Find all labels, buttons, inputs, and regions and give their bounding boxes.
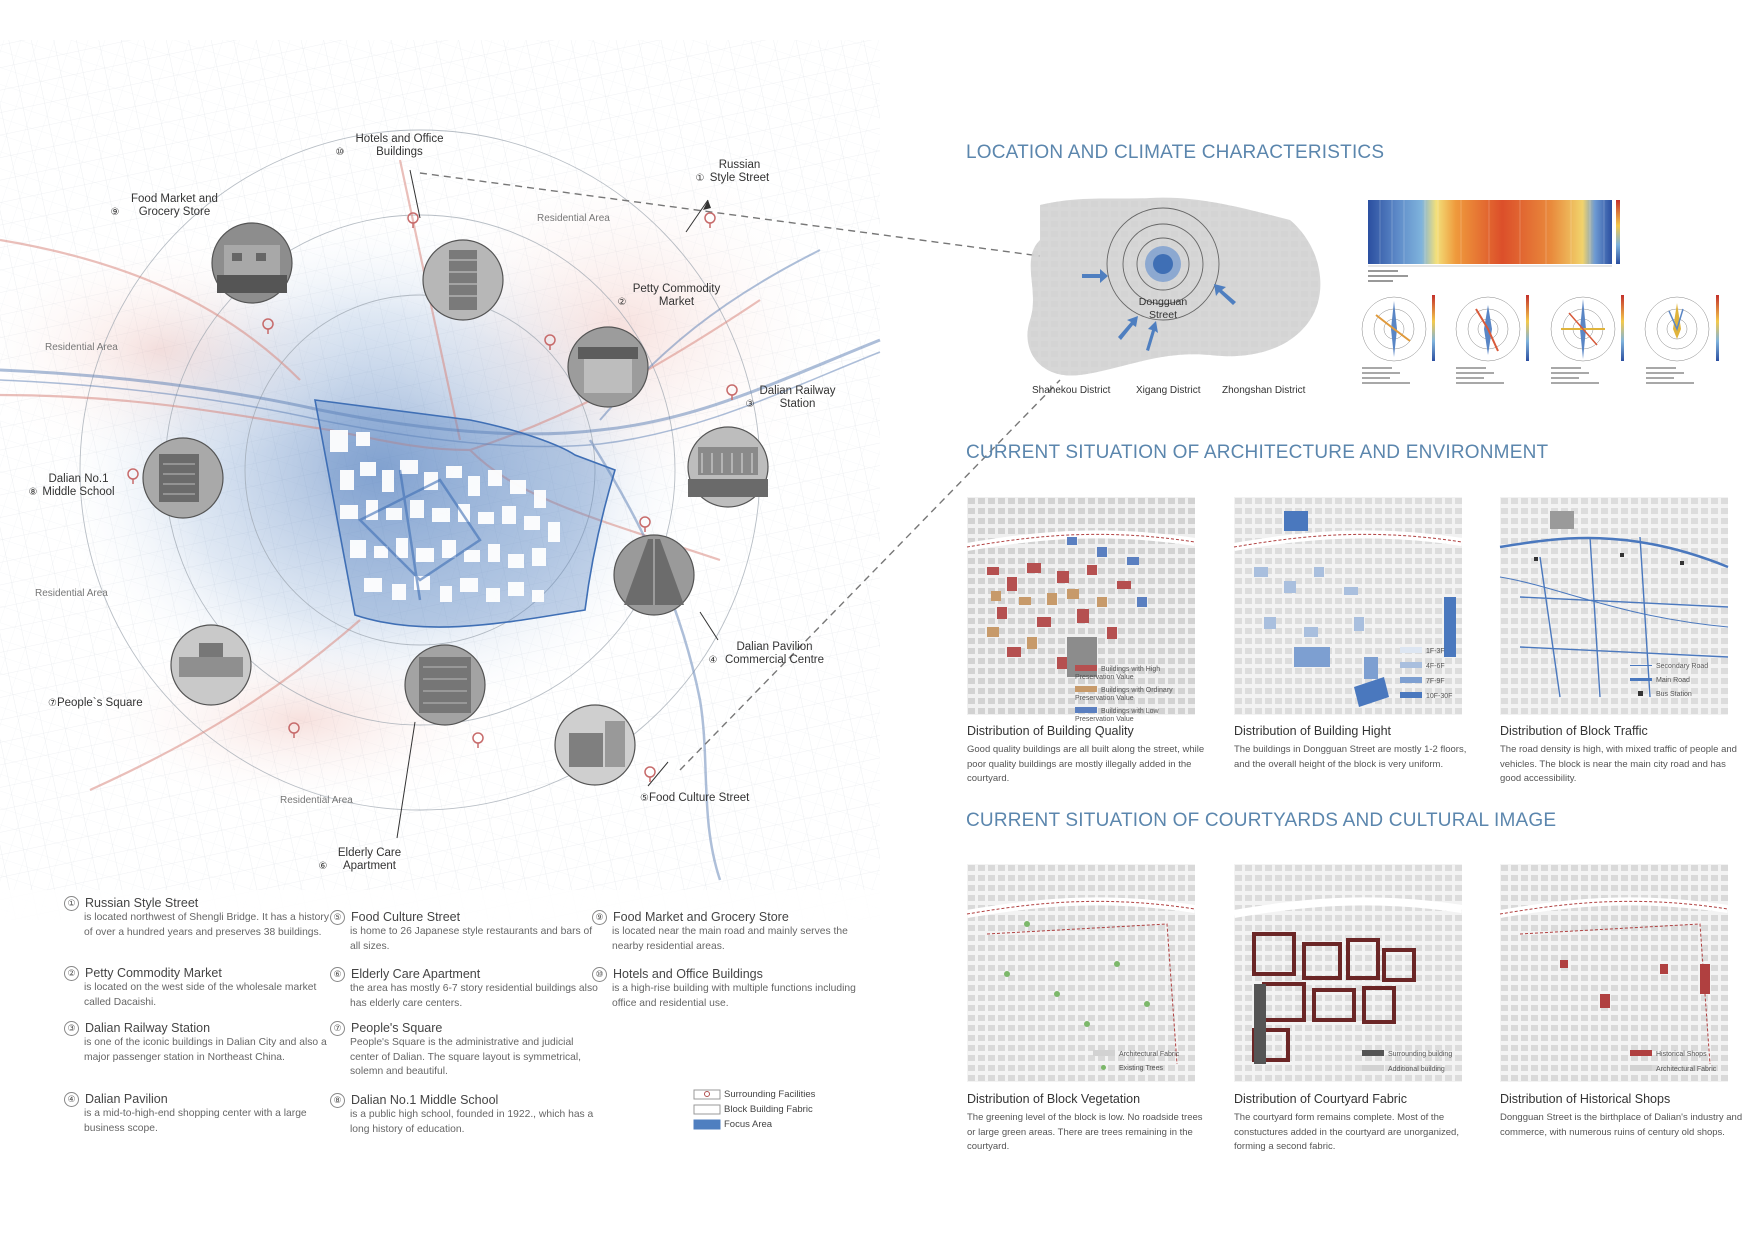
legend-text: 1F-3F — [1426, 648, 1445, 655]
place-name: Dalian Railway Station — [759, 385, 836, 410]
description-title — [333, 910, 600, 925]
legend-swatch — [1400, 677, 1422, 683]
panel-title: Distribution of Building Quality — [967, 724, 1134, 738]
district-label: Shahekou District — [1032, 385, 1111, 396]
panel-title: Distribution of Building Hight — [1234, 724, 1392, 738]
place-name: Food Culture Street — [648, 792, 750, 804]
area-label: Residential Area — [537, 213, 610, 224]
place-number: ② — [617, 297, 627, 308]
description-title — [67, 1021, 334, 1036]
legend-text: Historical Shops — [1656, 1051, 1707, 1058]
place-number: ⑧ — [28, 487, 38, 498]
legend-item — [1630, 691, 1708, 699]
description-title — [67, 966, 334, 981]
description-title — [67, 1092, 334, 1107]
description-title-text: People's Square — [351, 1021, 443, 1035]
place-label-elderly-care — [315, 847, 415, 873]
description-7 — [333, 1021, 600, 1080]
panel-historical-shops — [1500, 864, 1728, 1082]
panel-text: Dongguan Street is the birthplace of Dalian's industry and commerce, with numerous ruins of century old shops. — [1500, 1112, 1743, 1138]
map-legend — [1400, 647, 1452, 701]
legend-swatch — [1101, 1065, 1106, 1070]
map-legend — [1075, 665, 1195, 724]
section-title-architecture: CURRENT SITUATION OF ARCHITECTURE AND ENVIRONMENT — [966, 442, 1549, 463]
description-text: is home to 26 Japanese style restaurants and bars of all sizes. — [350, 926, 593, 952]
place-label-railway-station — [743, 385, 843, 411]
place-number: ⑤ — [640, 793, 649, 804]
place-label-hotels — [320, 133, 470, 159]
legend-swatch — [1075, 665, 1097, 671]
panel-building-quality — [967, 497, 1195, 723]
place-label-russian-street — [685, 159, 785, 185]
section-title-location: LOCATION AND CLIMATE CHARACTERISTICS — [966, 142, 1385, 163]
description-4 — [67, 1092, 334, 1136]
place-number: ⑦ — [48, 698, 57, 709]
place-name: Dalian No.1 Middle School — [42, 473, 115, 498]
panel-title: Distribution of Block Traffic — [1500, 724, 1648, 738]
panel-block-vegetation — [967, 864, 1195, 1082]
number-badge: ① — [64, 896, 79, 911]
place-number: ③ — [745, 399, 755, 410]
legend-swatch — [1075, 686, 1097, 692]
legend-swatch — [1400, 692, 1422, 698]
legend-text: Buildings with Ordinary Preservation Value — [1075, 687, 1173, 702]
legend-swatch — [1638, 691, 1643, 696]
description-title-text: Dalian No.1 Middle School — [351, 1093, 499, 1107]
place-number: ⑩ — [335, 147, 345, 158]
number-badge: ⑥ — [330, 967, 345, 982]
description-text: is located on the west side of the wholesale market called Dacaishi. — [84, 982, 317, 1008]
legend-item — [1630, 1050, 1716, 1059]
description-3 — [67, 1021, 334, 1065]
description-title — [595, 910, 862, 925]
description-text: is a mid-to-high-end shopping center with a large business scope. — [84, 1108, 307, 1134]
description-9 — [595, 910, 862, 954]
legend-swatch — [1630, 1065, 1652, 1071]
description-title — [333, 1021, 600, 1036]
area-label: Residential Area — [280, 795, 353, 806]
map-legend — [1093, 1050, 1179, 1073]
description-10 — [595, 967, 862, 1011]
description-title — [67, 896, 334, 911]
legend-text: Secondary Road — [1656, 663, 1709, 670]
legend-swatch — [1400, 647, 1422, 653]
legend-swatch — [1362, 1050, 1384, 1056]
place-number: ① — [695, 173, 705, 184]
place-label-food-market — [100, 193, 240, 219]
panel-title: Distribution of Courtyard Fabric — [1234, 1092, 1407, 1106]
place-name: Food Market and Grocery Store — [131, 193, 218, 218]
section-title-courtyards: CURRENT SITUATION OF COURTYARDS AND CULTURAL IMAGE — [966, 810, 1557, 831]
panel-building-height — [1234, 497, 1462, 715]
district-label: Zhongshan District — [1222, 385, 1306, 396]
area-label: Residential Area — [45, 342, 118, 353]
number-badge: ② — [64, 966, 79, 981]
legend-item — [1400, 677, 1452, 686]
number-badge: ③ — [64, 1021, 79, 1036]
legend-item: Surrounding Facilities — [724, 1089, 816, 1100]
panel-text: The buildings in Dongguan Street are mostly 1-2 floors, and the overall height of the block is very uniform. — [1234, 744, 1467, 770]
description-title-text: Elderly Care Apartment — [351, 967, 481, 981]
legend-text: Existing Trees — [1119, 1065, 1163, 1072]
place-name: People`s Square — [56, 697, 143, 709]
place-label-middle-school — [24, 473, 124, 499]
legend-text: Main Road — [1656, 677, 1690, 684]
place-number: ⑨ — [110, 207, 120, 218]
legend-item — [1630, 1065, 1716, 1074]
legend-text: Architectural Fabric — [1119, 1051, 1180, 1058]
description-title-text: Russian Style Street — [85, 896, 199, 910]
map-legend — [1362, 1050, 1452, 1074]
legend-item — [1400, 662, 1452, 671]
legend-item — [1362, 1050, 1452, 1059]
description-text: is one of the iconic buildings in Dalian City and also a major passenger station in Northeast China. — [84, 1037, 327, 1063]
place-name: Russian Style Street — [709, 159, 770, 184]
description-title-text: Petty Commodity Market — [85, 966, 222, 980]
description-text: is a high-rise building with multiple functions including office and residential use. — [612, 983, 856, 1009]
description-text: is located northwest of Shengli Bridge. It has a history of over a hundred years and preserves 38 buildings. — [84, 912, 329, 938]
legend-text: 10F-30F — [1426, 693, 1453, 700]
legend-swatch — [1093, 1050, 1115, 1056]
legend-swatch — [1630, 1050, 1652, 1056]
number-badge: ⑩ — [592, 967, 607, 982]
legend-item — [1075, 665, 1195, 682]
legend-item: Block Building Fabric — [724, 1104, 813, 1115]
legend-swatch — [1630, 678, 1652, 681]
dongguan-street-label: Dongguan Street — [1138, 296, 1188, 321]
number-badge: ④ — [64, 1092, 79, 1107]
legend-text: 7F-9F — [1426, 678, 1445, 685]
legend-text: Additional building — [1388, 1066, 1445, 1073]
place-name: Elderly Care Apartment — [337, 847, 402, 872]
panel-text: The courtyard form remains complete. Most of the constuctures added in the courtyard are unorganized, forming a second fabric. — [1234, 1112, 1459, 1152]
number-badge: ⑧ — [330, 1093, 345, 1108]
legend-text: Buildings with Low Preservation Value — [1075, 708, 1159, 723]
legend-swatch — [1075, 707, 1097, 713]
description-text: is a public high school, founded in 1922., which has a long history of education. — [350, 1109, 594, 1135]
description-1 — [67, 896, 334, 940]
legend-item — [1093, 1065, 1179, 1073]
legend-item — [1075, 686, 1195, 703]
panel-text: The greening level of the block is low. No roadside trees or large green areas. There are trees remaining in the courtyard. — [967, 1112, 1203, 1152]
legend-item — [1400, 647, 1452, 656]
panel-title: Distribution of Block Vegetation — [967, 1092, 1141, 1106]
description-text: is located near the main road and mainly serves the nearby residential areas. — [612, 926, 848, 952]
legend-text: Buildings with High Preservation Value — [1075, 666, 1161, 681]
description-title-text: Food Market and Grocery Store — [613, 910, 789, 924]
legend-item — [1093, 1050, 1179, 1059]
legend-swatch — [1362, 1065, 1384, 1071]
legend-swatch — [1400, 662, 1422, 668]
place-name: Hotels and Office Buildings — [355, 133, 444, 158]
place-label-peoples-square — [48, 697, 158, 710]
legend-item — [1075, 707, 1195, 724]
legend-text: Architectural Fabric — [1656, 1066, 1717, 1073]
area-label: Residential Area — [35, 588, 108, 599]
panel-text: The road density is high, with mixed traffic of people and vehicles. The block is near the main city road and has good accessibility. — [1500, 744, 1737, 784]
description-text: the area has mostly 6-7 story residential buildings also has elderly care centers. — [350, 983, 598, 1009]
place-number: ⑥ — [318, 861, 328, 872]
description-title — [595, 967, 862, 982]
legend-item — [1630, 663, 1708, 671]
description-8 — [333, 1093, 600, 1137]
description-2 — [67, 966, 334, 1010]
map-legend — [1630, 1050, 1716, 1074]
panel-text: Good quality buildings are all built along the street, while poor quality buildings are mostly illegally added in the courtyard. — [967, 744, 1205, 784]
map-legend — [724, 1088, 815, 1133]
number-badge: ⑦ — [330, 1021, 345, 1036]
place-name: Petty Commodity Market — [632, 283, 721, 308]
place-number: ④ — [708, 655, 718, 666]
panel-title: Distribution of Historical Shops — [1500, 1092, 1671, 1106]
legend-swatch — [1630, 665, 1652, 666]
description-title-text: Dalian Pavilion — [85, 1092, 168, 1106]
description-title-text: Hotels and Office Buildings — [613, 967, 763, 981]
legend-item — [1362, 1065, 1452, 1074]
place-name: Dalian Pavilion Commercial Centre — [724, 641, 825, 666]
panel-courtyard-fabric — [1234, 864, 1462, 1082]
number-badge: ⑨ — [592, 910, 607, 925]
legend-item — [1630, 677, 1708, 685]
place-label-petty-market — [612, 283, 732, 309]
legend-item — [1400, 692, 1452, 701]
place-label-dalian-pavilion — [705, 641, 835, 667]
legend-item: Focus Area — [724, 1119, 773, 1130]
description-title — [333, 1093, 600, 1108]
place-label-food-culture — [640, 792, 770, 805]
legend-text: Bus Station — [1656, 691, 1692, 698]
description-title-text: Dalian Railway Station — [85, 1021, 211, 1035]
legend-text: Surrounding building — [1388, 1051, 1453, 1058]
number-badge: ⑤ — [330, 910, 345, 925]
description-text: People's Square is the administrative and judicial center of Dalian. The square layout is symmetrical, solemn and beautiful. — [350, 1037, 582, 1077]
description-5 — [333, 910, 600, 954]
panel-block-traffic — [1500, 497, 1728, 715]
map-legend — [1630, 663, 1708, 699]
description-title — [333, 967, 600, 982]
legend-text: 4F-6F — [1426, 663, 1445, 670]
description-title-text: Food Culture Street — [351, 910, 461, 924]
description-6 — [333, 967, 600, 1011]
district-label: Xigang District — [1136, 385, 1201, 396]
